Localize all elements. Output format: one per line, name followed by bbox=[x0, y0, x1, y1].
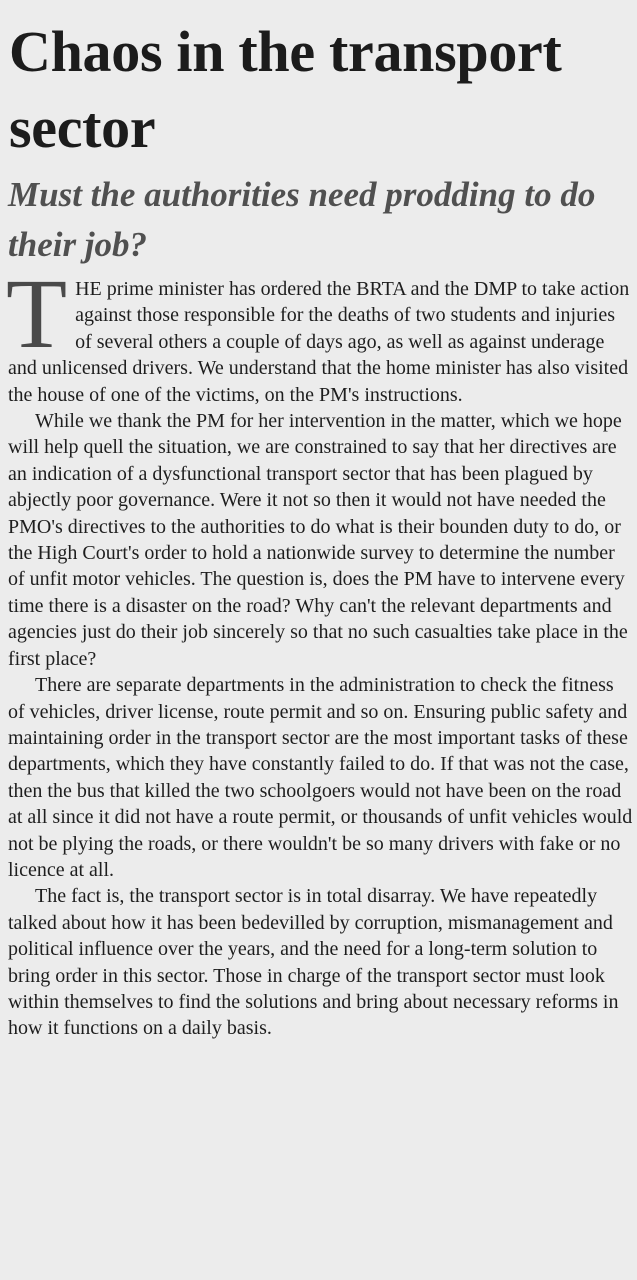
headline: Chaos in the transport sector bbox=[9, 19, 562, 160]
paragraph-2: While we thank the PM for her intervention in the matter, which we hope will help quell the situation, we are constrained to say that her directives are an indication of a dysfunctional transport sector that has been plagued by abjectly poor governance. Were it not so then it would not have needed the PMO's directives to the authorities to do what is their bounden duty to do, or the High Court's order to hold a nationwide survey to determine the number of unfit motor vehicles. The question is, does the PM have to intervene every time there is a disaster on the road? Why can't the relevant departments and agencies just do their job sincerely so that no such casualties take place in the first place? bbox=[8, 410, 628, 670]
paragraph-4: The fact is, the transport sector is in total disarray. We have repeatedly talked about how it has been bedevilled by corruption, mismanagement and political influence over the years, and the need for a long-term solution to bring order in this sector. Those in charge of the transport sector must look within themselves to find the solutions and bring about necessary reforms in how it functions on a daily basis. bbox=[8, 885, 619, 1040]
paragraph-1-text: prime minister has ordered the BRTA and the DMP to take action against those responsible for the deaths of two students and injuries of several others a couple of days ago, as well as against underage and unlicensed drivers. We understand that the home minister has also visited the house of one of the victims, on the PM's instructions. bbox=[8, 278, 630, 406]
subheadline: Must the authorities need prodding to do their job? bbox=[8, 175, 596, 264]
lead-in-caps: HE bbox=[75, 278, 102, 300]
paragraph-1 bbox=[6, 258, 633, 408]
paragraph-3: There are separate departments in the administration to check the fitness of vehicles, driver license, route permit and so on. Ensuring public safety and maintaining order in the transport sector are the most important tasks of these departments, which they have constantly failed to do. If that was not the case, then the bus that killed the two schoolgoers would not have been on the road at all since it did not have a route permit, or thousands of unfit vehicles would not be plying the roads, or there wouldn't be so many drivers with fake or no licence at all. bbox=[8, 674, 633, 881]
drop-cap: T bbox=[6, 258, 68, 369]
article-body bbox=[6, 258, 633, 1042]
